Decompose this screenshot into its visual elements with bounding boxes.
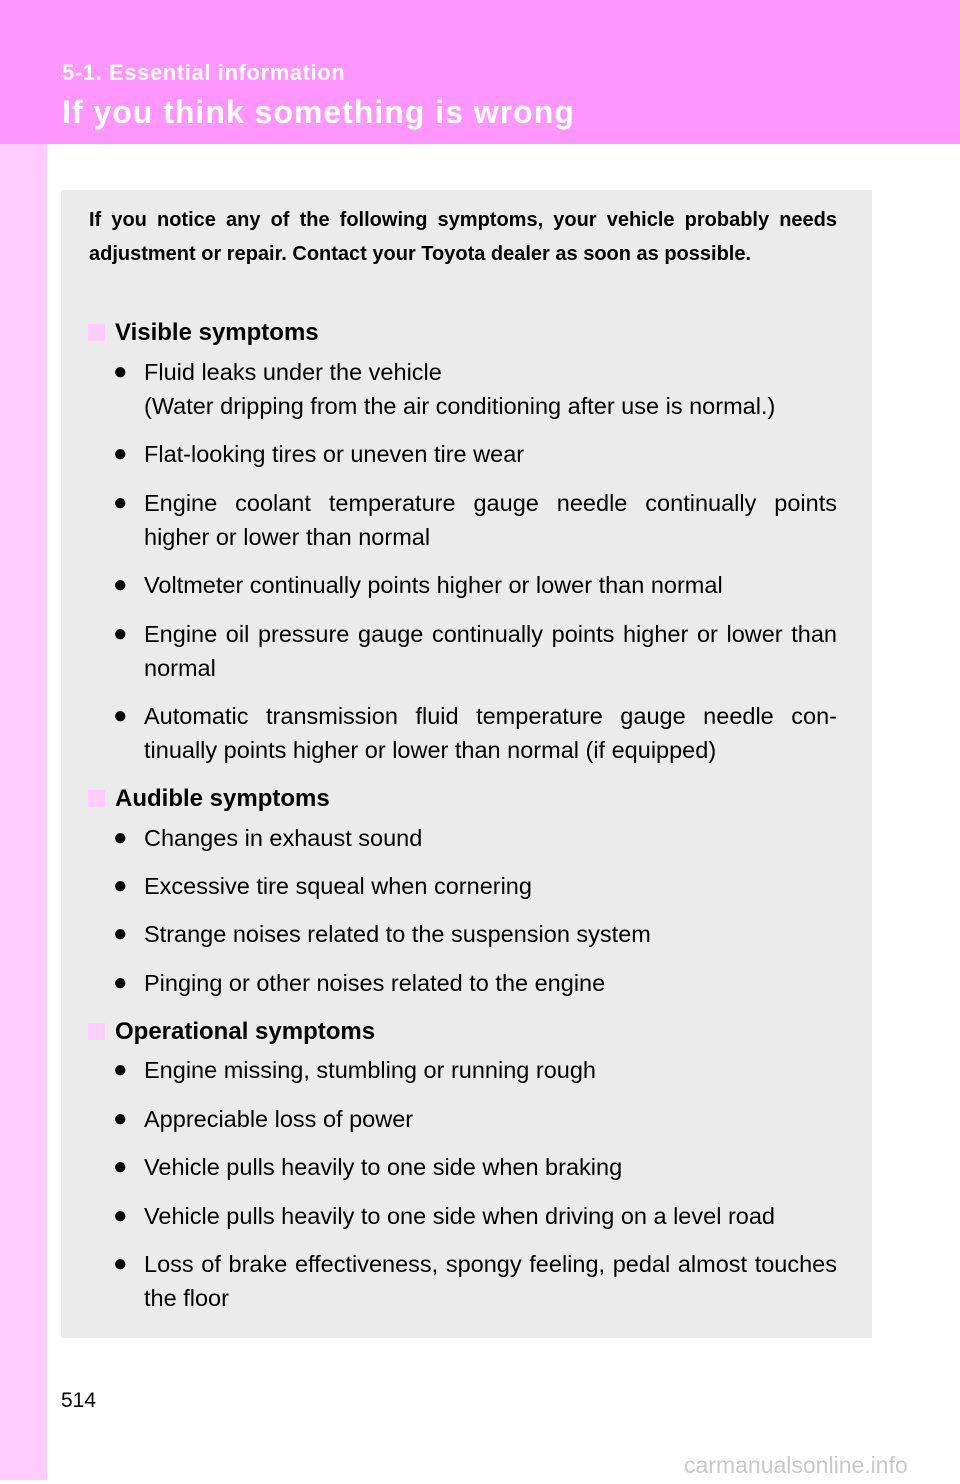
bullet-icon: ● bbox=[113, 489, 128, 516]
list-item-text: Automatic transmission fluid temperature gauge needle con-tinually points higher or lower than normal (if equipped) bbox=[144, 703, 837, 763]
list-item bbox=[113, 486, 837, 554]
bullet-icon: ● bbox=[113, 872, 128, 899]
section-heading-operational bbox=[88, 1017, 375, 1047]
bullet-icon: ● bbox=[113, 920, 128, 947]
list-item-text: Excessive tire squeal when cornering bbox=[144, 873, 532, 899]
list-item-text: Vehicle pulls heavily to one side when braking bbox=[144, 1154, 623, 1180]
page-header bbox=[0, 0, 960, 144]
section-label: 5-1. Essential information bbox=[62, 60, 346, 85]
list-item-text: Engine oil pressure gauge continually points higher or lower than normal bbox=[144, 621, 837, 681]
list-item bbox=[113, 1053, 837, 1087]
list-item-text: Strange noises related to the suspension system bbox=[144, 921, 651, 947]
list-item bbox=[113, 1150, 837, 1184]
page-title: If you think something is wrong bbox=[62, 94, 575, 130]
square-marker-icon bbox=[88, 790, 105, 807]
list-item-text: Loss of brake effectiveness, spongy feeling, pedal almost touches the floor bbox=[144, 1251, 837, 1311]
bullet-icon: ● bbox=[113, 440, 128, 467]
list-item-text: Appreciable loss of power bbox=[144, 1106, 414, 1132]
section-heading-label: Audible symptoms bbox=[115, 785, 330, 812]
symptoms-panel bbox=[61, 190, 872, 1338]
list-item bbox=[113, 568, 837, 602]
list-item-text: Flat-looking tires or uneven tire wear bbox=[144, 441, 525, 467]
list-item bbox=[113, 917, 837, 951]
square-marker-icon bbox=[88, 324, 105, 341]
list-item-text: Engine coolant temperature gauge needle continually points higher or lower than normal bbox=[144, 490, 837, 550]
square-marker-icon bbox=[88, 1023, 105, 1040]
list-item-text: Fluid leaks under the vehicle (Water dripping from the air conditioning after use is normal.) bbox=[144, 359, 776, 419]
bullet-icon: ● bbox=[113, 571, 128, 598]
list-item bbox=[113, 355, 837, 423]
bullet-icon: ● bbox=[113, 358, 128, 385]
side-strip bbox=[0, 144, 47, 1480]
bullet-icon: ● bbox=[113, 824, 128, 851]
list-item-text: Vehicle pulls heavily to one side when driving on a level road bbox=[144, 1203, 775, 1229]
bullet-icon: ● bbox=[113, 702, 128, 729]
watermark: carmanualsonline.info bbox=[684, 1452, 908, 1478]
list-item bbox=[113, 437, 837, 471]
bullet-icon: ● bbox=[113, 969, 128, 996]
bullet-icon: ● bbox=[113, 620, 128, 647]
bullet-icon: ● bbox=[113, 1202, 128, 1229]
bullet-icon: ● bbox=[113, 1105, 128, 1132]
intro-text: If you notice any of the following symptoms, your vehicle probably needs adjustment or repair. Contact your Toyota dealer as soon as possible. bbox=[89, 209, 837, 265]
section-heading-visible bbox=[88, 318, 319, 348]
list-item bbox=[113, 821, 837, 855]
list-item-text: Pinging or other noises related to the engine bbox=[144, 970, 606, 996]
list-item bbox=[113, 617, 837, 685]
section-heading-label: Visible symptoms bbox=[115, 319, 319, 346]
list-item bbox=[113, 1199, 837, 1233]
list-item bbox=[113, 869, 837, 903]
list-item bbox=[113, 1102, 837, 1136]
bullet-icon: ● bbox=[113, 1250, 128, 1277]
page-number: 514 bbox=[61, 1389, 97, 1412]
section-heading-audible bbox=[88, 784, 330, 814]
list-item-text: Voltmeter continually points higher or lower than normal bbox=[144, 572, 723, 598]
bullet-icon: ● bbox=[113, 1056, 128, 1083]
list-item-text: Engine missing, stumbling or running rough bbox=[144, 1057, 596, 1083]
section-heading-label: Operational symptoms bbox=[115, 1018, 376, 1045]
list-item bbox=[113, 699, 837, 767]
list-item-text: Changes in exhaust sound bbox=[144, 825, 423, 851]
bullet-icon: ● bbox=[113, 1153, 128, 1180]
list-item bbox=[113, 1247, 837, 1315]
list-item bbox=[113, 966, 837, 1000]
